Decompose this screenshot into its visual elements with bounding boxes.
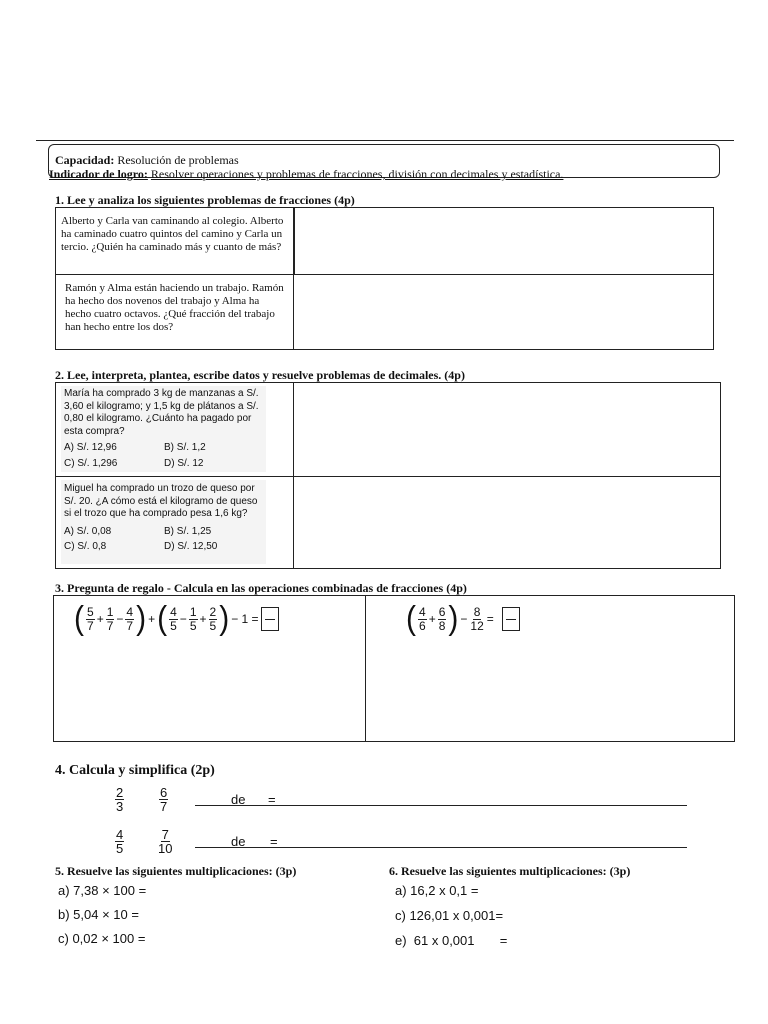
paren-open: ( — [406, 600, 416, 637]
operator: + — [428, 612, 436, 626]
section2-table — [55, 382, 721, 569]
expression-1 — [74, 600, 279, 637]
top-rule — [36, 140, 734, 141]
section3-divider — [365, 596, 366, 742]
section6-item-c: c) 126,01 x 0,001= — [395, 908, 504, 923]
option-c: C) S/. 1,296 — [64, 457, 118, 469]
option-a: A) S/. 0,08 — [64, 525, 112, 537]
paren-open: ( — [74, 600, 84, 637]
operator: + — [199, 612, 207, 626]
section1-divider-bottom — [293, 274, 294, 350]
option-d: D) S/. 12 — [164, 457, 204, 469]
section2-problem-2 — [61, 480, 266, 564]
answer-area-1b[interactable] — [298, 278, 708, 346]
operator: − — [179, 612, 187, 626]
capacidad-line — [55, 153, 719, 167]
section5-item-c: c) 0,02 × 100 = — [58, 931, 146, 946]
section1-table — [55, 207, 714, 350]
section5-item-a: a) 7,38 × 100 = — [58, 883, 147, 898]
fraction: $\frac{2}{5}$ — [209, 604, 217, 633]
fraction-b: $\frac{7}{10}$ — [158, 827, 173, 856]
answer-area-2a[interactable] — [298, 387, 716, 471]
operator: − — [116, 612, 124, 626]
problem-1-text: María ha comprado 3 kg de manzanas a S/. 3,60 el kilogramo; y 1,5 kg de plátanos a S/. 0,80 el kilogramo. ¿Cuánto ha pagado por esta compra? — [64, 388, 259, 437]
option-a: A) S/. 12,96 — [64, 442, 117, 453]
expression-tail: − 1 = — [231, 612, 259, 626]
de-label-1: de — [231, 792, 246, 807]
section3-table — [53, 595, 735, 742]
paren-open: ( — [157, 600, 168, 637]
section2-problem-1 — [61, 386, 266, 472]
expression-tail: = — [486, 612, 494, 626]
answer-area-1a[interactable] — [298, 212, 708, 270]
section1-problem-2: Ramón y Alma están haciendo un trabajo. Ramón ha hecho dos novenos del trabajo y Alma ha hecho cuatro octavos. ¿Qué fracción del trabajo han hecho entre los dos? — [65, 282, 284, 333]
fraction: $\frac{4}{6}$ — [419, 604, 426, 633]
section4-title: 4. Calcula y simplifica (2p) — [55, 763, 215, 778]
option-c: C) S/. 0,8 — [64, 541, 107, 552]
operator: + — [148, 612, 156, 626]
section6-item-e: e) 61 x 0,001 = — [395, 933, 508, 948]
equals-1: = — [268, 792, 276, 807]
problem-2-options-row2 — [64, 541, 263, 554]
problem-1-options-row1 — [64, 442, 263, 455]
equals-2: = — [270, 834, 278, 849]
section1-row-divider — [56, 274, 713, 275]
section1-problem-1: Alberto y Carla van caminando al colegio. Alberto ha caminado cuatro quintos del camino y Carla un tercio. ¿Quién ha caminado más y cuanto de más? — [61, 215, 284, 253]
operator: + — [96, 612, 104, 626]
section3-title: 3. Pregunta de regalo - Calcula en las operaciones combinadas de fracciones (4p) — [55, 581, 467, 595]
answer-line-1[interactable] — [195, 805, 687, 806]
fraction: $\frac{5}{7}$ — [87, 604, 94, 633]
option-b: B) S/. 1,25 — [164, 525, 212, 537]
expression-2 — [406, 600, 520, 637]
problem-2-options-row1 — [64, 526, 263, 539]
capacidad-label: Capacidad: — [55, 153, 115, 167]
problem-2-text: Miguel ha comprado un trozo de queso por S/. 20. ¿A cómo está el kilogramo de queso si el trozo que ha comprado pesa 1,6 kg? — [64, 483, 258, 519]
answer-fraction-box[interactable] — [261, 607, 279, 631]
fraction: $\frac{4}{5}$ — [170, 604, 177, 633]
section2-title: 2. Lee, interpreta, plantea, escribe datos y resuelve problemas de decimales. (4p) — [55, 368, 465, 382]
fraction-a: $\frac{2}{3}$ — [116, 785, 124, 814]
option-b: B) S/. 1,2 — [164, 442, 206, 453]
paren-close: ) — [448, 600, 459, 637]
operator: − — [460, 612, 468, 626]
fraction-b: $\frac{6}{7}$ — [160, 785, 168, 814]
section6-title: 6. Resuelve las siguientes multiplicaciones: (3p) — [389, 864, 631, 878]
indicador-line — [49, 167, 719, 181]
answer-area-2b[interactable] — [298, 481, 716, 565]
fraction: $\frac{1}{7}$ — [106, 604, 114, 633]
fraction: $\frac{6}{8}$ — [438, 604, 446, 633]
answer-fraction-box[interactable] — [502, 607, 520, 631]
section1-divider-top — [293, 208, 295, 274]
fraction: $\frac{8}{12}$ — [470, 604, 484, 633]
problem-1-options-row2 — [64, 458, 263, 471]
paren-close: ) — [219, 600, 230, 637]
answer-line-2[interactable] — [195, 847, 687, 848]
capacidad-box — [48, 144, 720, 181]
section5-title: 5. Resuelve las siguientes multiplicaciones: (3p) — [55, 864, 297, 878]
section6-item-a: a) 16,2 x 0,1 = — [395, 883, 479, 898]
indicador-value: Resolver operaciones y problemas de fracciones, división con decimales y estadística. — [150, 167, 564, 181]
section5-item-b: b) 5,04 × 10 = — [58, 907, 139, 922]
section1-title: 1. Lee y analiza los siguientes problemas de fracciones (4p) — [55, 193, 355, 207]
option-d: D) S/. 12,50 — [164, 541, 218, 552]
fraction: $\frac{1}{5}$ — [189, 604, 197, 633]
indicador-label: Indicador de logro: — [49, 167, 148, 181]
section2-row-divider — [56, 476, 720, 477]
capacidad-value: Resolución de problemas — [117, 153, 239, 167]
fraction-a: $\frac{4}{5}$ — [116, 827, 124, 856]
paren-close: ) — [136, 600, 147, 637]
de-label-2: de — [231, 834, 246, 849]
fraction: $\frac{4}{7}$ — [126, 604, 134, 633]
